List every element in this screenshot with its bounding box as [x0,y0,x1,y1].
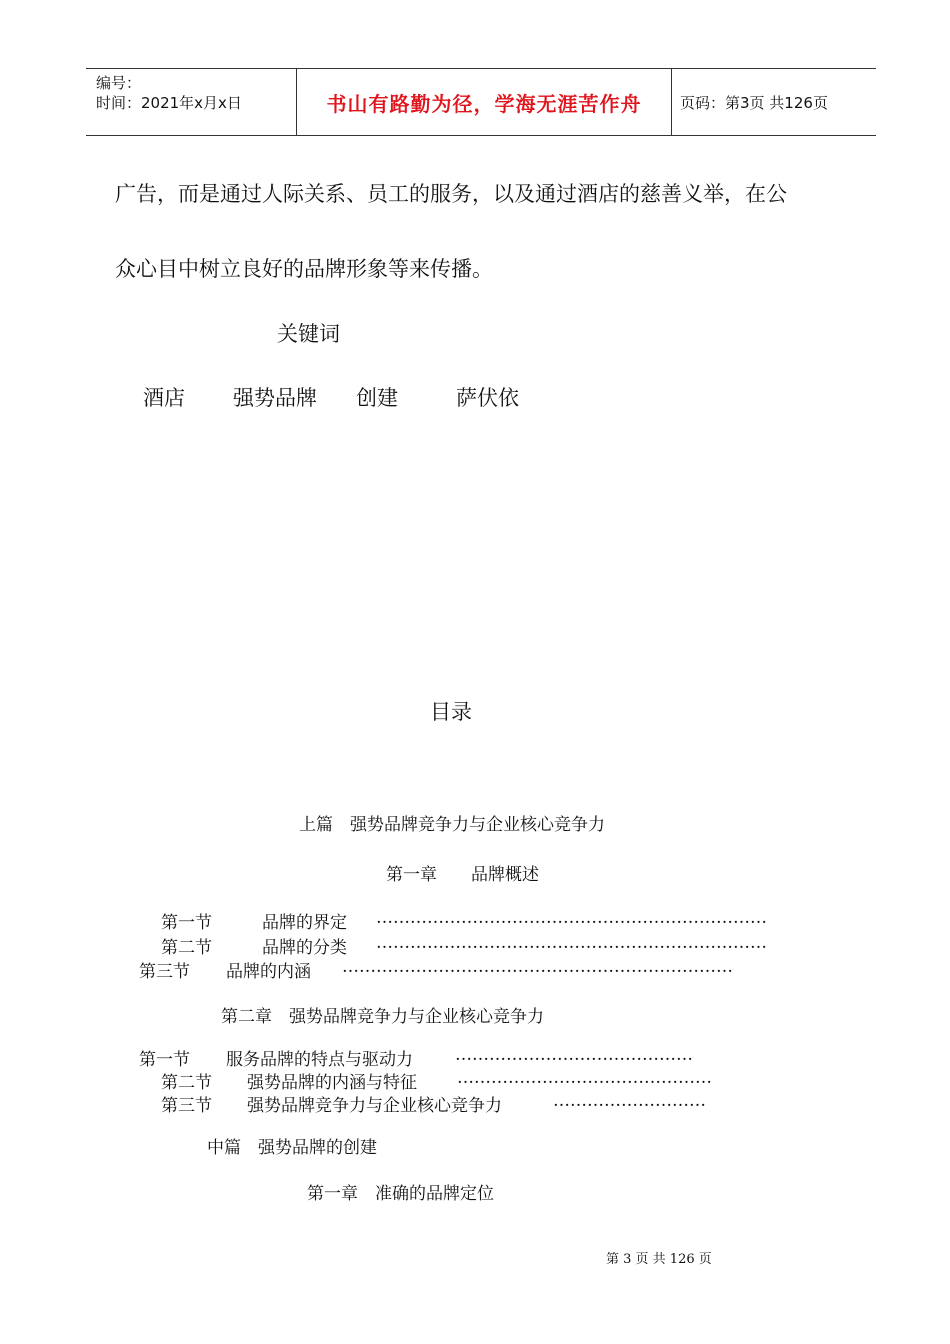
keyword-4: 萨伏依 [456,386,519,410]
header-motto: 书山有路勤为径，学海无涯苦作舟 [297,69,672,135]
keyword-2: 强势品牌 [233,386,317,410]
toc-section-num: 第三节 [161,1096,212,1116]
toc-section-name: 强势品牌竞争力与企业核心竞争力 [247,1096,502,1116]
page-footer: 第 3 页 共 126 页 [606,1252,712,1267]
toc-part-2-chapter-1: 第一章 准确的品牌定位 [307,1184,494,1204]
toc-section-num: 第二节 [161,938,212,958]
toc-leader-dots: ……………………… [553,1091,706,1111]
toc-chapter-2: 第二章 强势品牌竞争力与企业核心竞争力 [221,1007,544,1027]
keywords-title: 关键词 [277,322,340,346]
toc-section-name: 品牌的界定 [262,913,347,933]
toc-section-name: 服务品牌的特点与驱动力 [226,1050,413,1070]
toc-leader-dots: …………………………………………………………… [376,933,767,953]
toc-part-1: 上篇 强势品牌竞争力与企业核心竞争力 [299,815,605,835]
toc-section-name: 品牌的分类 [262,938,347,958]
toc-leader-dots: …………………………………………………………… [376,908,767,928]
toc-leader-dots: …………………………………………………………… [342,957,733,977]
toc-section-num: 第三节 [139,962,190,982]
header-meta [86,69,297,135]
toc-leader-dots: ……………………………………… [457,1068,712,1088]
toc-chapter-1: 第一章 品牌概述 [386,865,539,885]
toc-section-name: 品牌的内涵 [226,962,311,982]
toc-section-num: 第一节 [161,913,212,933]
toc-title: 目录 [430,700,472,724]
toc-part-2: 中篇 强势品牌的创建 [207,1138,377,1158]
toc-section-num: 第二节 [161,1073,212,1093]
body-line-1: 广告，而是通过人际关系、员工的服务，以及通过酒店的慈善义举，在公 [115,182,787,206]
toc-section-name: 强势品牌的内涵与特征 [247,1073,417,1093]
page-header [86,68,876,136]
toc-leader-dots: …………………………………… [455,1045,693,1065]
body-line-2: 众心目中树立良好的品牌形象等来传播。 [115,257,493,281]
keyword-3: 创建 [356,386,398,410]
time-label: 时间：2021年x月x日 [96,94,242,112]
number-label: 编号： [96,74,142,92]
toc-section-num: 第一节 [139,1050,190,1070]
keyword-1: 酒店 [143,386,185,410]
header-page-info: 页码：第3页 共126页 [680,93,828,112]
